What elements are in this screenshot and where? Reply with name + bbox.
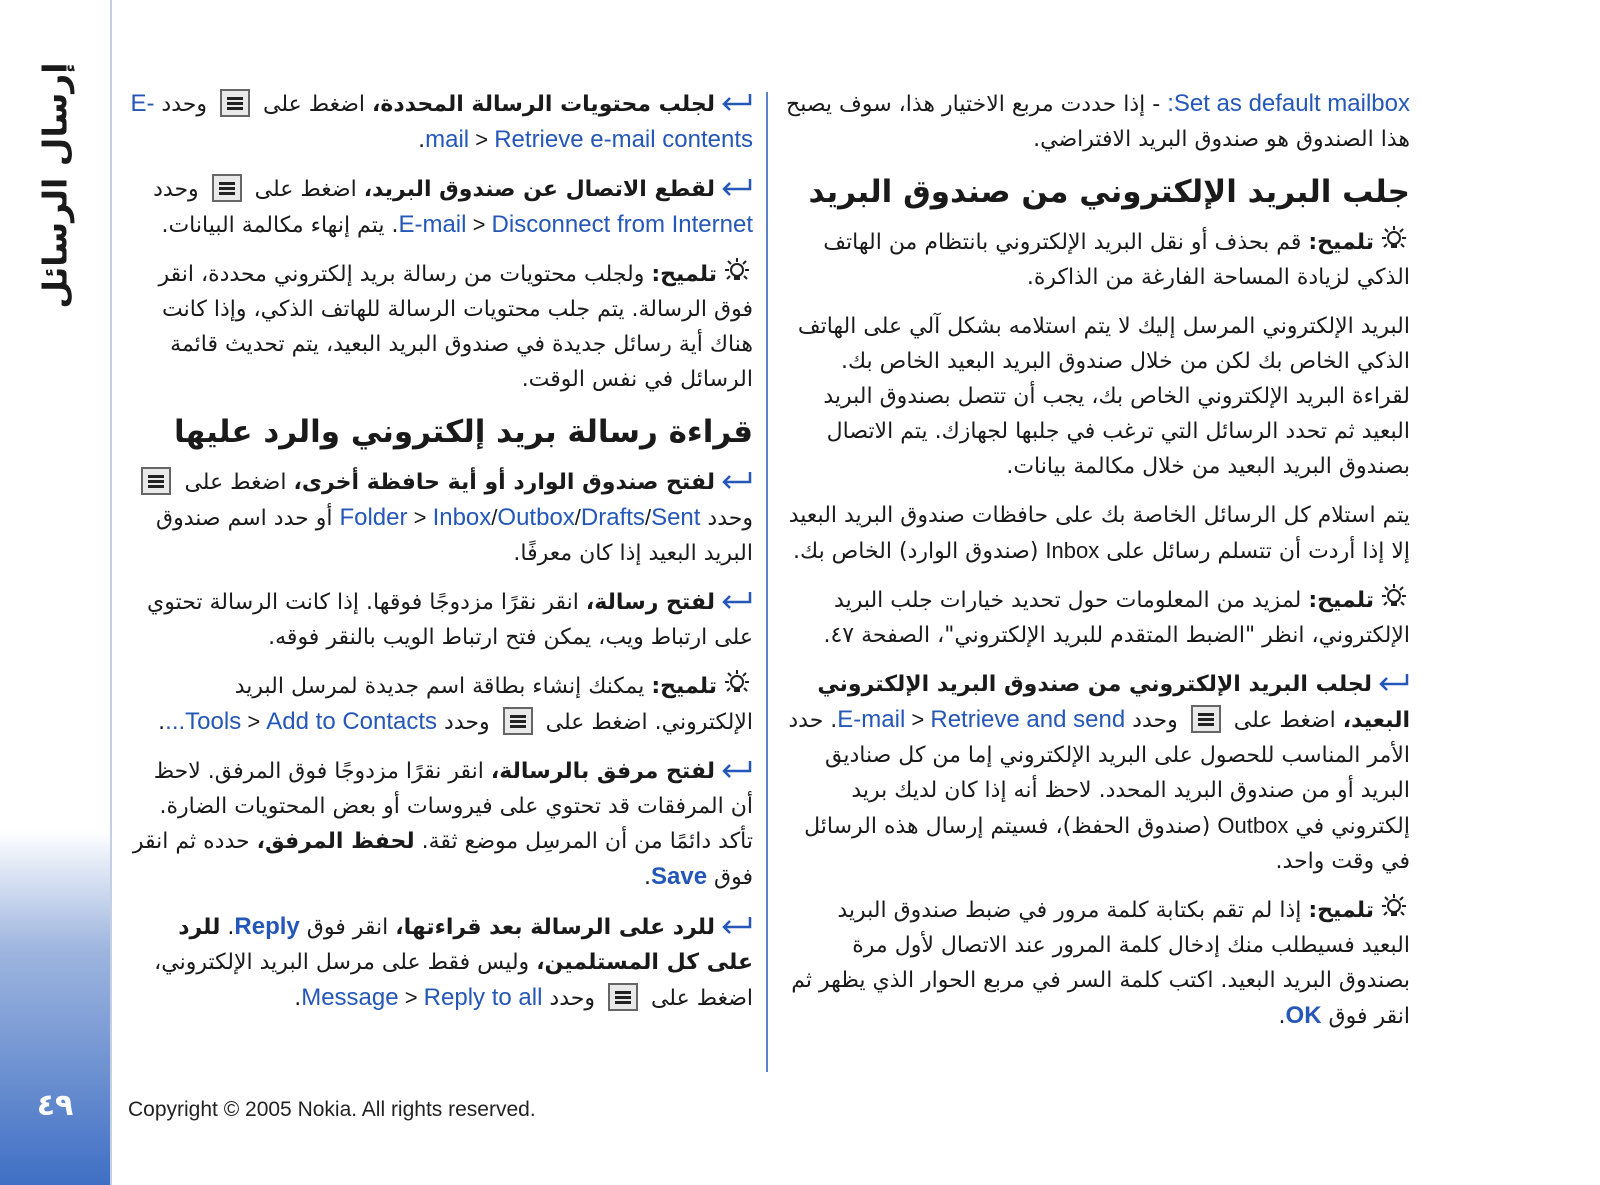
page-number: ٤٩ (36, 1088, 74, 1123)
action-paragraph (130, 754, 753, 895)
ok-command: OK (1285, 1002, 1322, 1029)
menu-outbox: Outbox (497, 504, 575, 531)
right-column (785, 86, 1410, 1048)
menu-disconnect-from-internet: Disconnect from Internet (491, 211, 753, 238)
menu-message: Message (301, 984, 399, 1011)
tip-paragraph (785, 583, 1410, 653)
action-text: . (220, 915, 235, 940)
action-label: للرد على كل المستلمين، (178, 915, 753, 975)
menu-separator: > (469, 127, 495, 152)
action-text: انقر نقرًا مزدوجًا فوقها. إذا كانت الرسالة تحتوي على ارتباط ويب، يمكن فتح ارتباط الويب بالنقر فوقه. (146, 590, 753, 650)
body-text: (صندوق الوارد) الخاص بك. (793, 539, 1046, 564)
action-text: وليس فقط على مرسل البريد الإلكتروني، اضغط على (154, 950, 753, 1011)
reply-command: Reply (234, 913, 300, 940)
sidebar-title-box (8, 61, 103, 309)
action-paragraph (130, 465, 753, 571)
action-paragraph (785, 667, 1410, 879)
menu-retrieve-and-send: Retrieve and send (930, 706, 1126, 733)
body-text: يتم استلام كل الرسائل الخاصة بك على حافظات صندوق البريد البعيد إلا إذا أردت أن تتسلم رسائل على (788, 503, 1410, 564)
action-text: وحدد (154, 92, 214, 117)
copyright-notice: Copyright © 2005 Nokia. All rights reserved. (128, 1098, 536, 1121)
action-label: لحفظ المرفق، (256, 829, 415, 854)
tip-text: لمزيد من المعلومات حول تحديد خيارات جلب البريد الإلكتروني، انظر "الضبط المتقدم للبريد الإلكتروني"، الصفحة ٤٧. (823, 588, 1410, 648)
action-label: لفتح مرفق بالرسالة، (490, 759, 715, 784)
action-arrow-icon (719, 912, 753, 934)
tip-text-end: . (158, 710, 166, 735)
action-text: اضغط على (1226, 708, 1343, 733)
tip-bulb-icon (1378, 893, 1410, 923)
tip-label: تلميح: (1308, 898, 1374, 923)
tip-label: تلميح: (1308, 230, 1374, 255)
default-mailbox-paragraph (785, 86, 1410, 157)
action-arrow-icon (1376, 669, 1410, 691)
action-label: لجلب البريد الإلكتروني من صندوق البريد الإلكتروني البعيد، (817, 672, 1410, 733)
tip-bulb-icon (1378, 225, 1410, 255)
outbox-term: Outbox (1217, 813, 1289, 838)
tip-bulb-icon (1378, 583, 1410, 613)
action-text: . يتم إنهاء مكالمة البيانات. (161, 213, 399, 238)
left-column (130, 86, 753, 1030)
menu-separator: > (905, 707, 931, 732)
tip-text: قم بحذف أو نقل البريد الإلكتروني بانتظام من الهاتف الذكي لزيادة المساحة الفارغة من الذاكرة. (823, 230, 1410, 290)
action-text: انقر نقرًا مزدوجًا فوق المرفق. لاحظ أن المرفقات قد تحتوي على فيروسات أو بعض المحتويات الضارة. تأكد دائمًا من أن المرسِل موضع ثقة. (153, 759, 753, 854)
column-divider (766, 92, 768, 1072)
action-label: لجلب محتويات الرسالة المحددة، (372, 92, 715, 117)
action-text: وحدد (1125, 708, 1185, 733)
menu-slash: / (644, 505, 652, 530)
action-text: أو حدد اسم صندوق البريد البعيد إذا كان معرفًا. (156, 506, 753, 566)
menu-key-icon (212, 174, 242, 202)
action-label: لقطع الاتصال عن صندوق البريد، (363, 177, 715, 202)
menu-separator: > (398, 985, 424, 1010)
action-text: اضغط على (256, 92, 373, 117)
menu-add-to-contacts: Add to Contacts... (165, 708, 438, 735)
tip-text: ولجلب محتويات من رسالة بريد إلكتروني محددة، انقر فوق الرسالة. يتم جلب محتويات الرسالة للهاتف الذكي، وإذا كانت هناك أية رسائل جديدة في صندوق البريد البعيد، يتم تحديث قائمة الرسائل في نفس الوقت. (158, 262, 753, 392)
section-heading-read-reply: قراءة رسالة بريد إلكتروني والرد عليها (173, 414, 753, 450)
tip-text-end: . (1278, 1004, 1286, 1029)
action-paragraph (130, 585, 753, 655)
body-paragraph: البريد الإلكتروني المرسل إليك لا يتم استلامه بشكل آلي على الهاتف الذكي الخاص بك لكن من خلال صندوق البريد البعيد الخاص بك. لقراءة البريد الإلكتروني الخاص بك، يجب أن تتصل بصندوق البريد البعيد ثم تحدد الرسائل التي ترغب في جلبها لجهازك. يتم الاتصال بصندوق البريد البعيد من خلال مكالمة بيانات. (797, 314, 1410, 479)
action-text: (صندوق الحفظ)، فسيتم إرسال هذه الرسائل في وقت واحد. (804, 814, 1410, 874)
default-mailbox-text: - إذا حددت مربع الاختيار هذا، سوف يصبح هذا الصندوق هو صندوق البريد الافتراضي. (786, 92, 1410, 152)
tip-label: تلميح: (651, 262, 717, 287)
action-arrow-icon (719, 174, 753, 196)
save-command: Save (650, 863, 708, 890)
menu-folder: Folder (339, 504, 408, 531)
action-text: وحدد (700, 506, 753, 531)
action-label: لفتح رسالة، (585, 590, 715, 615)
sidebar (0, 0, 112, 1185)
tip-text: إذا لم تقم بكتابة كلمة مرور في ضبط صندوق البريد البعيد فسيطلب منك إدخال كلمة المرور عند الاتصال لأول مرة بصندوق البريد البعيد. اكتب كلمة السر في مربع الحوار الذي يظهر ثم انقر فوق (791, 898, 1410, 1029)
menu-retrieve-email-contents: Retrieve e-mail contents (494, 126, 753, 153)
menu-slash: / (491, 505, 498, 530)
action-paragraph (130, 909, 753, 1016)
action-arrow-icon (719, 756, 753, 778)
tip-label: تلميح: (651, 674, 717, 699)
menu-drafts: Drafts (580, 504, 645, 531)
section-heading-fetch-email: جلب البريد الإلكتروني من صندوق البريد (808, 174, 1410, 210)
menu-separator: > (241, 709, 267, 734)
menu-slash: / (574, 505, 581, 530)
action-arrow-icon (719, 89, 753, 111)
body-paragraph (785, 498, 1410, 569)
action-text: وحدد (153, 177, 206, 202)
menu-key-icon (608, 983, 638, 1011)
action-text-end: . (418, 128, 426, 153)
action-label: للرد على الرسالة بعد قراءتها، (395, 915, 715, 940)
tip-bulb-icon (721, 257, 753, 287)
tip-paragraph (130, 669, 753, 740)
menu-key-icon (141, 467, 171, 495)
action-text: . حدد الأمر المناسب للحصول على البريد الإلكتروني إما من كل صناديق البريد أو من صندوق البريد المحدد. لاحظ أنه إذا كان لديك بريد إلكتروني في (788, 708, 1410, 839)
menu-sent: Sent (651, 504, 701, 531)
menu-key-icon (1191, 705, 1221, 733)
menu-email: E-mail (130, 90, 470, 153)
menu-email: E-mail (398, 211, 467, 238)
menu-email: E-mail (837, 706, 906, 733)
tip-paragraph (785, 225, 1410, 295)
menu-separator: > (407, 505, 433, 530)
action-text: انقر فوق (299, 915, 396, 940)
menu-key-icon (503, 707, 533, 735)
action-arrow-icon (719, 467, 753, 489)
inbox-term: Inbox (1045, 538, 1100, 563)
action-text-end: . (643, 865, 651, 890)
default-mailbox-option: Set as default mailbox: (1167, 90, 1410, 117)
sidebar-title: إرسال الرسائل (36, 61, 76, 309)
menu-separator: > (466, 212, 492, 237)
tip-bulb-icon (721, 669, 753, 699)
action-text: وحدد (542, 986, 602, 1011)
tip-text: وحدد (437, 710, 497, 735)
action-arrow-icon (719, 587, 753, 609)
action-text: اضغط على (177, 470, 294, 495)
tip-paragraph (785, 893, 1410, 1034)
action-paragraph (130, 172, 753, 243)
menu-reply-to-all: Reply to all (423, 984, 543, 1011)
tip-paragraph (130, 257, 753, 397)
tip-label: تلميح: (1308, 588, 1374, 613)
tip-text: يمكنك إنشاء بطاقة اسم جديدة لمرسل البريد الإلكتروني. اضغط على (234, 674, 753, 735)
action-paragraph (130, 86, 753, 158)
menu-tools: Tools (185, 708, 242, 735)
action-text: اضغط على (247, 177, 364, 202)
action-label: لفتح صندوق الوارد أو أية حافظة أخرى، (293, 470, 715, 495)
action-text-end: . (294, 986, 302, 1011)
menu-key-icon (220, 89, 250, 117)
action-text: حدده ثم انقر فوق (132, 829, 753, 890)
menu-inbox: Inbox (432, 504, 492, 531)
